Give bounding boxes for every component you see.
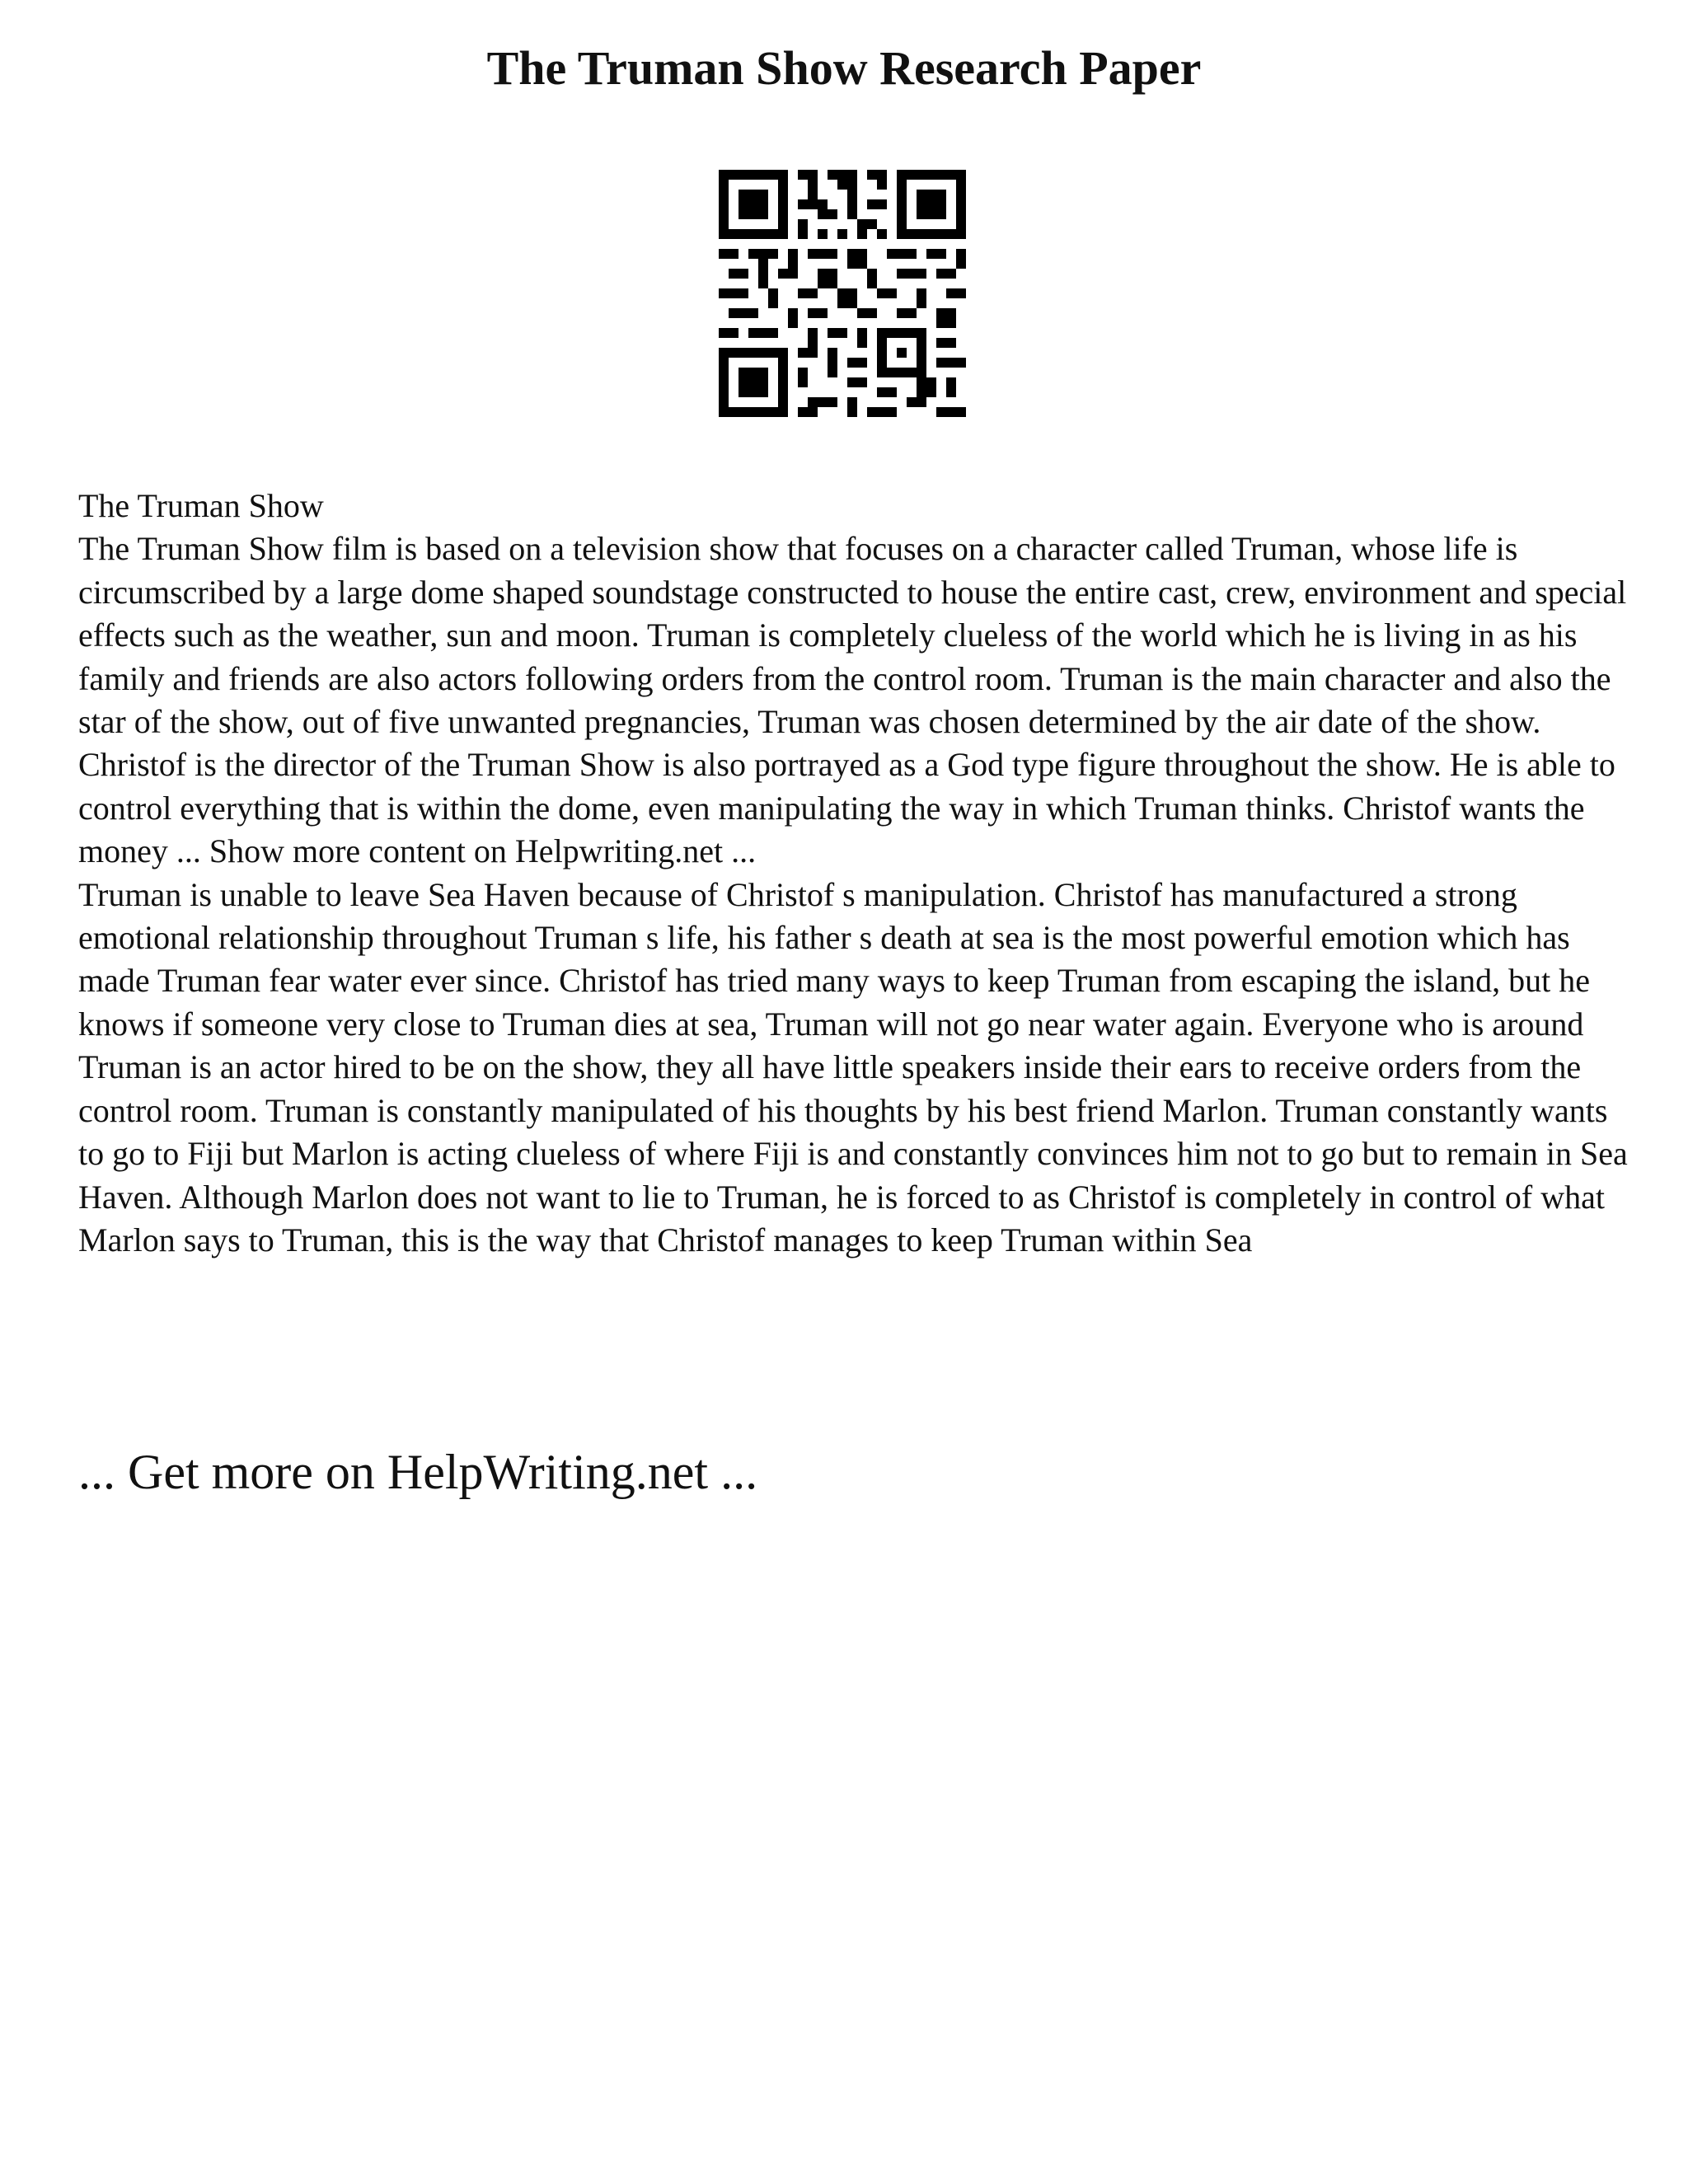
section-heading: The Truman Show	[78, 487, 324, 524]
paragraph-1: The Truman Show film is based on a television show that focuses on a character called Truman, whose life is circumscribed by a large dome shaped soundstage constructed to house the entire cast, crew, environment and special effects such as the weather, sun and moon. Truman is completely clueless of the world which he is living in as his family and friends are also actors following orders from the control room. Truman is the main character and also the star of the show, out of five unwanted pregnancies, Truman was chosen determined by the air date of the show. Christof is the director of the Truman Show is also portrayed as a God type figure throughout the show. He is able to control everything that is within the dome, even manipulating the way in which Truman thinks. Christof wants the money ... Show more content on Helpwriting.net ...	[78, 530, 1627, 870]
get-more-link[interactable]: ... Get more on HelpWriting.net ...	[78, 1445, 758, 1499]
qr-code-icon	[719, 170, 966, 417]
paragraph-2: Truman is unable to leave Sea Haven because of Christof s manipulation. Christof has manufactured a strong emotional relationship throughout Truman s life, his father s death at sea is the most powerful emotion which has made Truman fear water ever since. Christof has tried many ways to keep Truman from escaping the island, but he knows if someone very close to Truman dies at sea, Truman will not go near water again. Everyone who is around Truman is an actor hired to be on the show, they all have little speakers inside their ears to receive orders from the control room. Truman is constantly manipulated of his thoughts by his best friend Marlon. Truman constantly wants to go to Fiji but Marlon is acting clueless of where Fiji is and constantly convinces him not to go but to remain in Sea Haven. Although Marlon does not want to lie to Truman, he is forced to as Christof is completely in control of what Marlon says to Truman, this is the way that Christof manages to keep Truman within Sea	[78, 875, 1628, 1258]
document-body	[78, 485, 1628, 1262]
page-title: The Truman Show Research Paper	[486, 41, 1202, 95]
